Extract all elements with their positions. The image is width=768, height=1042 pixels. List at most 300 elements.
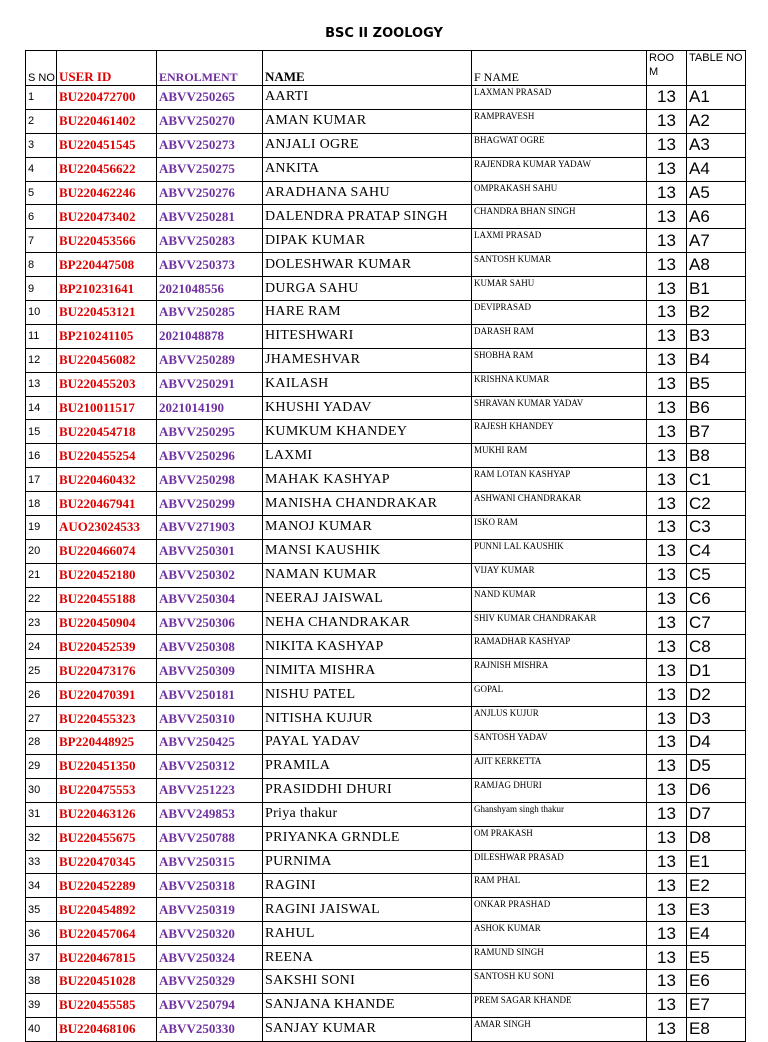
cell-name: REENA (263, 946, 472, 970)
cell-user-id: BU220472700 (57, 86, 157, 110)
cell-enrolment: ABVV251223 (157, 778, 263, 802)
cell-user-id: BU220467815 (57, 946, 157, 970)
cell-sno: 2 (26, 109, 57, 133)
table-row (26, 731, 746, 755)
cell-room: 13 (647, 205, 687, 229)
cell-user-id: BU220453566 (57, 229, 157, 253)
cell-sno: 23 (26, 611, 57, 635)
table-row (26, 253, 746, 277)
cell-enrolment: ABVV250275 (157, 157, 263, 181)
table-row (26, 205, 746, 229)
cell-fname: KUMAR SAHU (472, 277, 647, 301)
cell-name: Priya thakur (263, 802, 472, 826)
table-row (26, 802, 746, 826)
cell-name: PRAMILA (263, 754, 472, 778)
cell-fname: LAXMAN PRASAD (472, 86, 647, 110)
cell-table-no: D4 (687, 731, 746, 755)
cell-name: NISHU PATEL (263, 683, 472, 707)
table-row (26, 563, 746, 587)
cell-fname: AJIT KERKETTA (472, 754, 647, 778)
cell-enrolment: ABVV250301 (157, 539, 263, 563)
cell-fname: OM PRAKASH (472, 826, 647, 850)
cell-user-id: BU220451545 (57, 133, 157, 157)
cell-enrolment: ABVV250320 (157, 922, 263, 946)
cell-name: KAILASH (263, 372, 472, 396)
cell-enrolment: ABVV250319 (157, 898, 263, 922)
header-user-id: USER ID (57, 51, 157, 86)
cell-room: 13 (647, 539, 687, 563)
cell-sno: 36 (26, 922, 57, 946)
table-row (26, 635, 746, 659)
cell-user-id: BU220452539 (57, 635, 157, 659)
cell-sno: 5 (26, 181, 57, 205)
cell-user-id: BU220452289 (57, 874, 157, 898)
cell-name: PRIYANKA GRNDLE (263, 826, 472, 850)
cell-fname: AMAR SINGH (472, 1017, 647, 1041)
cell-name: KHUSHI YADAV (263, 396, 472, 420)
cell-user-id: BU220468106 (57, 1017, 157, 1041)
cell-user-id: BU220454892 (57, 898, 157, 922)
cell-table-no: B7 (687, 420, 746, 444)
cell-name: NIKITA KASHYAP (263, 635, 472, 659)
cell-user-id: BU220470345 (57, 850, 157, 874)
cell-room: 13 (647, 348, 687, 372)
cell-sno: 26 (26, 683, 57, 707)
cell-table-no: C4 (687, 539, 746, 563)
cell-sno: 35 (26, 898, 57, 922)
table-row (26, 157, 746, 181)
cell-table-no: D2 (687, 683, 746, 707)
cell-name: LAXMI (263, 444, 472, 468)
cell-enrolment: ABVV250788 (157, 826, 263, 850)
cell-fname: DEVIPRASAD (472, 301, 647, 325)
cell-sno: 37 (26, 946, 57, 970)
cell-user-id: BU220456082 (57, 348, 157, 372)
cell-user-id: BU220460432 (57, 468, 157, 492)
cell-fname: ASHWANI CHANDRAKAR (472, 492, 647, 516)
cell-sno: 31 (26, 802, 57, 826)
cell-room: 13 (647, 611, 687, 635)
cell-enrolment: ABVV250312 (157, 754, 263, 778)
cell-user-id: BU220461402 (57, 109, 157, 133)
cell-enrolment: ABVV271903 (157, 516, 263, 540)
cell-table-no: C3 (687, 516, 746, 540)
cell-sno: 4 (26, 157, 57, 181)
cell-enrolment: ABVV250318 (157, 874, 263, 898)
cell-user-id: BU220475553 (57, 778, 157, 802)
table-row (26, 850, 746, 874)
cell-room: 13 (647, 683, 687, 707)
cell-sno: 7 (26, 229, 57, 253)
cell-room: 13 (647, 802, 687, 826)
cell-table-no: A1 (687, 86, 746, 110)
header-name: NAME (263, 51, 472, 86)
cell-enrolment: ABVV250181 (157, 683, 263, 707)
cell-user-id: BU210011517 (57, 396, 157, 420)
cell-table-no: B8 (687, 444, 746, 468)
cell-sno: 39 (26, 993, 57, 1017)
cell-table-no: D8 (687, 826, 746, 850)
table-row (26, 516, 746, 540)
cell-enrolment: ABVV250373 (157, 253, 263, 277)
cell-sno: 32 (26, 826, 57, 850)
cell-table-no: E6 (687, 969, 746, 993)
cell-room: 13 (647, 850, 687, 874)
table-row (26, 468, 746, 492)
seating-table (25, 50, 746, 1042)
cell-user-id: BP220447508 (57, 253, 157, 277)
cell-fname: PREM SAGAR KHANDE (472, 993, 647, 1017)
cell-name: RAHUL (263, 922, 472, 946)
cell-name: DURGA SAHU (263, 277, 472, 301)
cell-table-no: E8 (687, 1017, 746, 1041)
cell-table-no: C7 (687, 611, 746, 635)
cell-enrolment: ABVV250315 (157, 850, 263, 874)
cell-enrolment: ABVV250298 (157, 468, 263, 492)
cell-room: 13 (647, 1017, 687, 1041)
cell-name: SAKSHI SONI (263, 969, 472, 993)
cell-name: NAMAN KUMAR (263, 563, 472, 587)
cell-user-id: BU220453121 (57, 301, 157, 325)
cell-table-no: E2 (687, 874, 746, 898)
cell-name: MANISHA CHANDRAKAR (263, 492, 472, 516)
cell-fname: CHANDRA BHAN SINGH (472, 205, 647, 229)
table-row (26, 659, 746, 683)
cell-room: 13 (647, 109, 687, 133)
cell-room: 13 (647, 253, 687, 277)
cell-enrolment: ABVV250309 (157, 659, 263, 683)
table-row (26, 898, 746, 922)
table-row (26, 1017, 746, 1041)
cell-table-no: C6 (687, 587, 746, 611)
cell-user-id: BU220455323 (57, 707, 157, 731)
cell-sno: 25 (26, 659, 57, 683)
cell-sno: 24 (26, 635, 57, 659)
cell-enrolment: ABVV250330 (157, 1017, 263, 1041)
header-sno: S NO (26, 51, 57, 86)
cell-room: 13 (647, 587, 687, 611)
cell-user-id: BP210241105 (57, 324, 157, 348)
cell-user-id: BU220451028 (57, 969, 157, 993)
cell-table-no: B4 (687, 348, 746, 372)
cell-user-id: BU220467941 (57, 492, 157, 516)
table-row (26, 396, 746, 420)
cell-user-id: BU220473402 (57, 205, 157, 229)
cell-fname: DARASH RAM (472, 324, 647, 348)
cell-fname: RAMPRAVESH (472, 109, 647, 133)
table-row (26, 754, 746, 778)
cell-sno: 29 (26, 754, 57, 778)
cell-table-no: B1 (687, 277, 746, 301)
cell-sno: 6 (26, 205, 57, 229)
cell-sno: 38 (26, 969, 57, 993)
table-row (26, 922, 746, 946)
cell-name: MANSI KAUSHIK (263, 539, 472, 563)
cell-fname: RAJNISH MISHRA (472, 659, 647, 683)
cell-fname: VIJAY KUMAR (472, 563, 647, 587)
cell-table-no: D1 (687, 659, 746, 683)
cell-enrolment: ABVV250273 (157, 133, 263, 157)
cell-fname: Ghanshyam singh thakur (472, 802, 647, 826)
cell-fname: KRISHNA KUMAR (472, 372, 647, 396)
cell-user-id: BU220470391 (57, 683, 157, 707)
cell-table-no: B2 (687, 301, 746, 325)
cell-sno: 34 (26, 874, 57, 898)
table-row (26, 277, 746, 301)
cell-sno: 10 (26, 301, 57, 325)
header-room: ROO M (647, 51, 687, 86)
cell-name: PRASIDDHI DHURI (263, 778, 472, 802)
cell-fname: SHOBHA RAM (472, 348, 647, 372)
cell-fname: RAMJAG DHURI (472, 778, 647, 802)
cell-table-no: B5 (687, 372, 746, 396)
cell-name: PAYAL YADAV (263, 731, 472, 755)
cell-room: 13 (647, 372, 687, 396)
table-row (26, 133, 746, 157)
cell-sno: 17 (26, 468, 57, 492)
cell-room: 13 (647, 635, 687, 659)
cell-sno: 33 (26, 850, 57, 874)
cell-room: 13 (647, 229, 687, 253)
cell-sno: 27 (26, 707, 57, 731)
cell-room: 13 (647, 754, 687, 778)
cell-fname: SANTOSH KU SONI (472, 969, 647, 993)
cell-fname: SANTOSH YADAV (472, 731, 647, 755)
cell-fname: DILESHWAR PRASAD (472, 850, 647, 874)
cell-user-id: BP210231641 (57, 277, 157, 301)
cell-room: 13 (647, 826, 687, 850)
cell-user-id: BU220451350 (57, 754, 157, 778)
cell-room: 13 (647, 444, 687, 468)
cell-enrolment: ABVV250310 (157, 707, 263, 731)
cell-user-id: BU220455675 (57, 826, 157, 850)
cell-sno: 19 (26, 516, 57, 540)
table-row (26, 109, 746, 133)
cell-sno: 1 (26, 86, 57, 110)
cell-room: 13 (647, 731, 687, 755)
cell-room: 13 (647, 898, 687, 922)
cell-sno: 13 (26, 372, 57, 396)
table-row (26, 611, 746, 635)
cell-sno: 8 (26, 253, 57, 277)
table-row (26, 993, 746, 1017)
cell-user-id: BU220466074 (57, 539, 157, 563)
cell-table-no: E5 (687, 946, 746, 970)
cell-fname: SANTOSH KUMAR (472, 253, 647, 277)
cell-fname: SHIV KUMAR CHANDRAKAR (472, 611, 647, 635)
cell-name: JHAMESHVAR (263, 348, 472, 372)
cell-table-no: A2 (687, 109, 746, 133)
cell-enrolment: ABVV250324 (157, 946, 263, 970)
cell-name: NEERAJ JAISWAL (263, 587, 472, 611)
cell-enrolment: ABVV250289 (157, 348, 263, 372)
cell-fname: RAM LOTAN KASHYAP (472, 468, 647, 492)
cell-table-no: E3 (687, 898, 746, 922)
cell-room: 13 (647, 969, 687, 993)
cell-table-no: B3 (687, 324, 746, 348)
cell-room: 13 (647, 157, 687, 181)
cell-fname: GOPAL (472, 683, 647, 707)
cell-table-no: D3 (687, 707, 746, 731)
cell-user-id: BU220450904 (57, 611, 157, 635)
cell-sno: 20 (26, 539, 57, 563)
cell-name: MAHAK KASHYAP (263, 468, 472, 492)
table-row (26, 587, 746, 611)
cell-fname: RAM PHAL (472, 874, 647, 898)
table-row (26, 969, 746, 993)
cell-table-no: D6 (687, 778, 746, 802)
cell-table-no: E7 (687, 993, 746, 1017)
cell-table-no: A3 (687, 133, 746, 157)
cell-fname: RAJESH KHANDEY (472, 420, 647, 444)
cell-enrolment: ABVV250285 (157, 301, 263, 325)
cell-sno: 16 (26, 444, 57, 468)
cell-sno: 9 (26, 277, 57, 301)
cell-sno: 28 (26, 731, 57, 755)
cell-table-no: B6 (687, 396, 746, 420)
cell-sno: 11 (26, 324, 57, 348)
cell-fname: ISKO RAM (472, 516, 647, 540)
cell-fname: BHAGWAT OGRE (472, 133, 647, 157)
header-table-no: TABLE NO (687, 51, 746, 86)
cell-table-no: C5 (687, 563, 746, 587)
cell-user-id: BU220452180 (57, 563, 157, 587)
cell-enrolment: ABVV250296 (157, 444, 263, 468)
cell-name: DALENDRA PRATAP SINGH (263, 205, 472, 229)
cell-enrolment: 2021014190 (157, 396, 263, 420)
table-row (26, 946, 746, 970)
cell-enrolment: ABVV250291 (157, 372, 263, 396)
cell-user-id: BU220463126 (57, 802, 157, 826)
cell-enrolment: 2021048878 (157, 324, 263, 348)
cell-table-no: A7 (687, 229, 746, 253)
cell-sno: 40 (26, 1017, 57, 1041)
cell-enrolment: ABVV250299 (157, 492, 263, 516)
cell-user-id: BU220457064 (57, 922, 157, 946)
table-row (26, 826, 746, 850)
header-enrolment: ENROLMENT (157, 51, 263, 86)
cell-user-id: BU220454718 (57, 420, 157, 444)
cell-enrolment: ABVV250283 (157, 229, 263, 253)
cell-table-no: E1 (687, 850, 746, 874)
cell-sno: 14 (26, 396, 57, 420)
table-row (26, 874, 746, 898)
cell-enrolment: ABVV250329 (157, 969, 263, 993)
cell-table-no: D7 (687, 802, 746, 826)
cell-room: 13 (647, 468, 687, 492)
cell-name: SANJAY KUMAR (263, 1017, 472, 1041)
cell-enrolment: ABVV250425 (157, 731, 263, 755)
table-row (26, 492, 746, 516)
cell-enrolment: ABVV250295 (157, 420, 263, 444)
cell-user-id: BU220456622 (57, 157, 157, 181)
cell-user-id: BU220462246 (57, 181, 157, 205)
cell-table-no: A6 (687, 205, 746, 229)
cell-enrolment: ABVV250794 (157, 993, 263, 1017)
cell-enrolment: ABVV250304 (157, 587, 263, 611)
cell-room: 13 (647, 396, 687, 420)
cell-fname: NAND KUMAR (472, 587, 647, 611)
cell-room: 13 (647, 778, 687, 802)
cell-name: HARE RAM (263, 301, 472, 325)
cell-fname: RAMADHAR KASHYAP (472, 635, 647, 659)
cell-name: NIMITA MISHRA (263, 659, 472, 683)
cell-name: NEHA CHANDRAKAR (263, 611, 472, 635)
cell-fname: ONKAR PRASHAD (472, 898, 647, 922)
cell-name: NITISHA KUJUR (263, 707, 472, 731)
cell-room: 13 (647, 181, 687, 205)
cell-user-id: BU220455254 (57, 444, 157, 468)
cell-name: DOLESHWAR KUMAR (263, 253, 472, 277)
cell-name: MANOJ KUMAR (263, 516, 472, 540)
page-title: BSC II ZOOLOGY (325, 26, 443, 41)
table-row (26, 683, 746, 707)
cell-enrolment: ABVV250306 (157, 611, 263, 635)
cell-room: 13 (647, 492, 687, 516)
cell-user-id: AUO23024533 (57, 516, 157, 540)
cell-fname: RAJENDRA KUMAR YADAW (472, 157, 647, 181)
cell-user-id: BU220455203 (57, 372, 157, 396)
cell-enrolment: ABVV250302 (157, 563, 263, 587)
cell-enrolment: ABVV250270 (157, 109, 263, 133)
cell-table-no: C8 (687, 635, 746, 659)
header-fname: F NAME (472, 51, 647, 86)
cell-enrolment: ABVV250281 (157, 205, 263, 229)
cell-name: DIPAK KUMAR (263, 229, 472, 253)
cell-sno: 30 (26, 778, 57, 802)
table-row (26, 444, 746, 468)
table-row (26, 707, 746, 731)
header-row (26, 51, 746, 86)
table-row (26, 301, 746, 325)
cell-fname: PUNNI LAL KAUSHIK (472, 539, 647, 563)
cell-table-no: D5 (687, 754, 746, 778)
cell-room: 13 (647, 563, 687, 587)
cell-sno: 15 (26, 420, 57, 444)
cell-fname: MUKHI RAM (472, 444, 647, 468)
cell-name: ANJALI OGRE (263, 133, 472, 157)
cell-room: 13 (647, 301, 687, 325)
cell-room: 13 (647, 277, 687, 301)
cell-user-id: BU220455585 (57, 993, 157, 1017)
cell-sno: 18 (26, 492, 57, 516)
table-row (26, 86, 746, 110)
cell-sno: 21 (26, 563, 57, 587)
cell-table-no: E4 (687, 922, 746, 946)
cell-sno: 3 (26, 133, 57, 157)
cell-name: ANKITA (263, 157, 472, 181)
cell-name: AMAN KUMAR (263, 109, 472, 133)
cell-table-no: C2 (687, 492, 746, 516)
cell-fname: RAMUND SINGH (472, 946, 647, 970)
cell-user-id: BP220448925 (57, 731, 157, 755)
cell-table-no: A8 (687, 253, 746, 277)
cell-room: 13 (647, 86, 687, 110)
cell-name: ARADHANA SAHU (263, 181, 472, 205)
cell-enrolment: ABVV250276 (157, 181, 263, 205)
table-row (26, 348, 746, 372)
cell-room: 13 (647, 946, 687, 970)
cell-table-no: A5 (687, 181, 746, 205)
cell-enrolment: ABVV250308 (157, 635, 263, 659)
cell-fname: OMPRAKASH SAHU (472, 181, 647, 205)
cell-fname: ASHOK KUMAR (472, 922, 647, 946)
cell-room: 13 (647, 420, 687, 444)
cell-room: 13 (647, 874, 687, 898)
cell-enrolment: 2021048556 (157, 277, 263, 301)
cell-sno: 12 (26, 348, 57, 372)
cell-sno: 22 (26, 587, 57, 611)
